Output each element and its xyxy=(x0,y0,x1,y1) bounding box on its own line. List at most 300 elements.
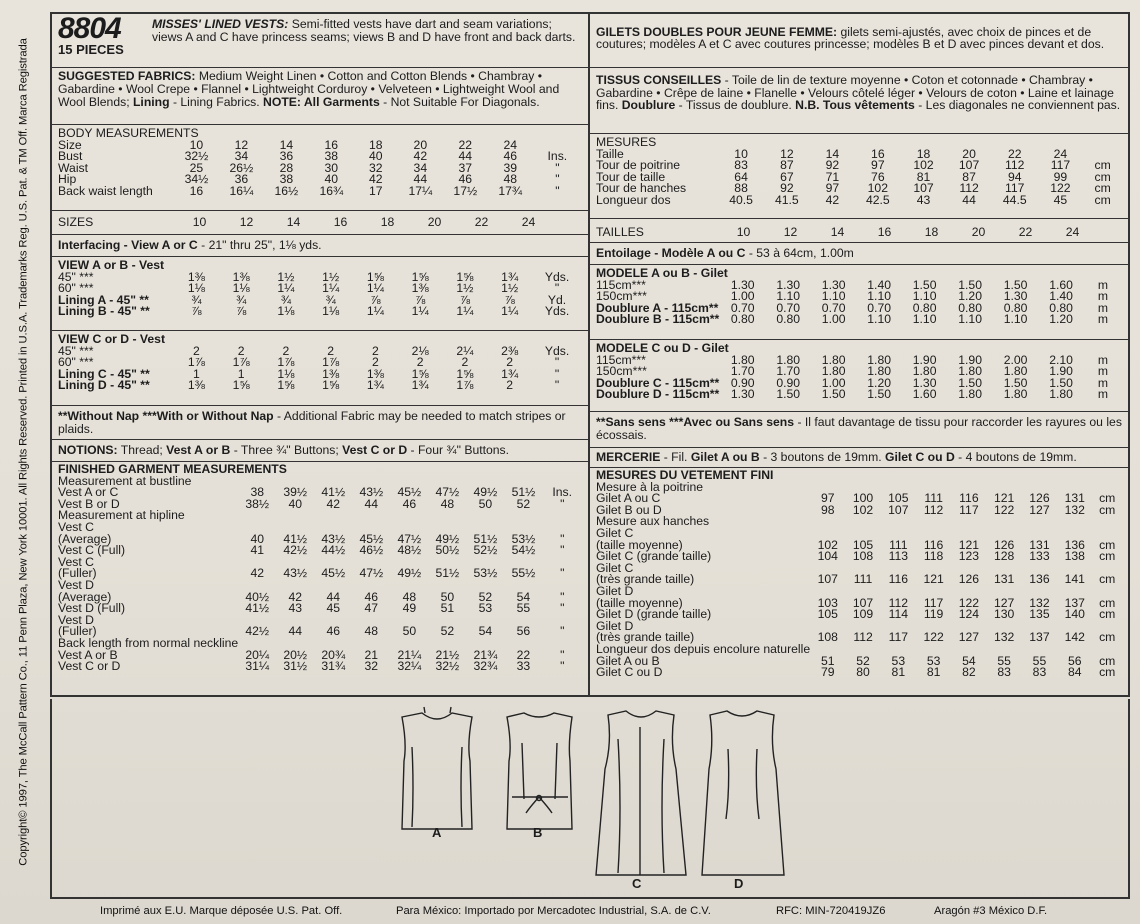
table-row xyxy=(596,160,1122,172)
table-cell: 81 xyxy=(891,665,906,680)
size-cell: 24 xyxy=(1065,225,1080,239)
row-label: (très grande taille) xyxy=(596,572,695,587)
table-cell: 2 xyxy=(372,355,379,370)
table-cell: 113 xyxy=(888,549,909,564)
table-cell: 42.5 xyxy=(865,192,890,207)
table-cell: 100 xyxy=(852,491,874,506)
table-row xyxy=(58,557,582,569)
row-label: Vest D (Full) xyxy=(58,601,126,616)
table-row xyxy=(58,592,582,604)
table-cell: 124 xyxy=(958,607,980,622)
finished-measurements-en xyxy=(52,462,588,695)
table-cell: cm xyxy=(1094,158,1111,173)
table-row xyxy=(58,568,582,580)
table-cell: 1⅜ xyxy=(187,269,205,284)
row-label: Gilet A ou C xyxy=(596,491,661,506)
interfacing-text: - 21" thru 25", 1⅛ yds. xyxy=(201,238,322,252)
row-label: (taille moyenne) xyxy=(596,595,683,610)
french-column xyxy=(590,14,1128,695)
table-cell: 102 xyxy=(867,181,888,196)
table-cell: " xyxy=(560,659,565,674)
table-cell: 32 xyxy=(369,160,383,175)
table-cell: 0.70 xyxy=(821,300,846,315)
row-label: Vest A or C xyxy=(58,485,119,500)
table-cell: 1.30 xyxy=(776,277,801,292)
table-cell: 52 xyxy=(516,496,531,511)
table-cell: 55 xyxy=(1032,653,1047,668)
table-cell xyxy=(542,510,582,522)
table-cell: m xyxy=(1097,300,1108,315)
vest-line-drawings xyxy=(52,699,1128,897)
table-cell: 24 xyxy=(1053,146,1068,161)
table-row xyxy=(596,183,1122,195)
yardage-table xyxy=(596,352,1122,402)
table-cell: cm xyxy=(1099,595,1116,610)
table-cell: ⅞ xyxy=(459,292,470,307)
table-cell: 51 xyxy=(440,601,455,616)
table-cell: 2⅜ xyxy=(501,343,519,358)
table-cell: 117 xyxy=(888,630,909,645)
row-label: Vest A or B xyxy=(58,647,118,662)
table-cell: 1⅞ xyxy=(187,355,205,370)
interfacing-label: Interfacing - View A or C xyxy=(58,238,198,252)
table-cell: 1.80 xyxy=(821,352,846,367)
table-cell: 1⅜ xyxy=(411,281,429,296)
row-label: Gilet C xyxy=(596,560,634,575)
table-cell: 1⅞ xyxy=(322,355,340,370)
table-cell: 1.80 xyxy=(958,387,982,402)
table-cell: 22 xyxy=(516,647,531,662)
table-cell: 1.20 xyxy=(958,289,982,304)
table-cell: 103 xyxy=(817,595,838,610)
table-cell xyxy=(987,516,1022,528)
table-cell: 1.50 xyxy=(958,277,982,292)
table-cell: 122 xyxy=(1050,181,1071,196)
table-cell: 136 xyxy=(1029,572,1050,587)
table-cell: ⅞ xyxy=(415,292,426,307)
table-row xyxy=(596,280,1122,292)
table-cell: 122 xyxy=(958,595,980,610)
table-cell: cm xyxy=(1099,630,1116,645)
table-row xyxy=(58,487,582,499)
size-cell: 18 xyxy=(380,215,395,229)
table-row xyxy=(596,516,1122,528)
table-cell: 1¼ xyxy=(501,304,519,319)
table-cell: 0.80 xyxy=(1003,300,1028,315)
table-cell: 40 xyxy=(369,149,383,164)
table-cell: 50½ xyxy=(435,543,460,558)
table-cell: 0.90 xyxy=(776,375,801,390)
size-cell: 18 xyxy=(924,225,939,239)
table-cell: 38 xyxy=(250,485,264,500)
table-cell: 45 xyxy=(1053,192,1068,207)
table-cell: 127 xyxy=(1029,502,1050,517)
row-label: (Fuller) xyxy=(58,624,97,639)
table-cell: 1⅝ xyxy=(411,269,429,284)
row-label: Gilet C xyxy=(596,525,634,540)
table-cell: 46 xyxy=(402,496,417,511)
table-row xyxy=(58,380,582,392)
table-cell: 46 xyxy=(503,149,518,164)
fabrics-text: Medium Weight Linen • Cotton and Cotton Blends • Chambray • Gabardine • Wool Crepe • Flannel • Lightweight Corduroy • Velveteen • Lightweight Wool and Wool Blends; xyxy=(58,69,560,109)
table-cell: 97 xyxy=(871,158,885,173)
table-cell: 12 xyxy=(234,137,249,152)
table-cell: 135 xyxy=(1029,607,1050,622)
table-cell: 1¾ xyxy=(501,366,519,381)
table-cell xyxy=(810,516,845,528)
row-label: Doublure D - 115cm** xyxy=(596,387,720,402)
notions-label: Vest A or B xyxy=(166,443,231,457)
table-cell: 49½ xyxy=(473,485,498,500)
table-cell: 50 xyxy=(478,496,493,511)
table-cell: 50 xyxy=(440,589,455,604)
table-row xyxy=(58,534,582,546)
table-cell: 2.00 xyxy=(1003,352,1028,367)
table-cell: 17 xyxy=(369,183,383,198)
table-cell: 64 xyxy=(734,169,748,184)
table-cell: 1⅛ xyxy=(322,304,340,319)
finished-measurements-fr xyxy=(590,468,1128,695)
view-d-label: D xyxy=(734,876,744,891)
table-cell: 1.60 xyxy=(1049,277,1073,292)
table-cell: 41.5 xyxy=(774,192,799,207)
table-cell: 107 xyxy=(852,595,874,610)
table-cell: 1.10 xyxy=(912,312,937,327)
table-cell: 118 xyxy=(923,549,944,564)
table-cell: 46 xyxy=(458,172,473,187)
table-cell: 71 xyxy=(825,169,840,184)
table-cell: 2⅛ xyxy=(411,343,429,358)
table-cell: 0.80 xyxy=(912,300,937,315)
interfacing-fr xyxy=(590,243,1128,265)
row-label: 45" *** xyxy=(58,269,94,284)
table-cell: 16 xyxy=(324,137,339,152)
lining-label: Lining xyxy=(132,94,170,109)
table-cell: 1⅜ xyxy=(322,366,340,381)
row-label: Longueur dos depuis encolure naturelle xyxy=(596,641,811,656)
row-label: Lining A - 45" ** xyxy=(58,292,149,307)
table-cell: ¾ xyxy=(191,292,202,307)
table-cell: cm xyxy=(1094,169,1111,184)
sizes-table xyxy=(596,227,1096,239)
footer-rfc: RFC: MIN-720419JZ6 xyxy=(776,905,886,917)
table-cell: 20 xyxy=(962,146,976,161)
table-cell: 55 xyxy=(516,601,531,616)
row-label: 150cm*** xyxy=(596,289,647,304)
table-cell: 108 xyxy=(817,630,838,645)
table-cell: 54 xyxy=(516,589,531,604)
table-cell: 56 xyxy=(516,624,531,639)
table-cell: 111 xyxy=(853,572,873,587)
table-cell: Yds. xyxy=(544,269,570,284)
table-cell: cm xyxy=(1099,491,1116,506)
table-cell: 38 xyxy=(279,172,294,187)
table-cell: 2¼ xyxy=(456,343,474,358)
table-cell: 54 xyxy=(478,624,493,639)
table-cell: 42½ xyxy=(245,624,270,639)
row-label: (taille moyenne) xyxy=(596,537,683,552)
table-cell: 1.10 xyxy=(867,289,892,304)
table-cell: 2 xyxy=(506,355,514,370)
table-cell: ¾ xyxy=(280,292,291,307)
table-cell xyxy=(504,510,542,522)
row-label: Doublure B - 115cm** xyxy=(596,312,720,327)
note-label: NOTE: All Garments xyxy=(263,94,380,109)
table-cell: 1¼ xyxy=(456,304,474,319)
table-cell: 1.90 xyxy=(912,352,937,367)
notions-label: NOTIONS: xyxy=(58,443,118,457)
table-cell: 136 xyxy=(1064,537,1085,552)
table-cell: 48 xyxy=(440,496,455,511)
table-cell xyxy=(951,516,986,528)
vest-view-b-drawing xyxy=(507,713,572,829)
table-cell: 108 xyxy=(852,549,874,564)
table-cell: 76 xyxy=(871,169,885,184)
table-cell: cm xyxy=(1094,192,1111,207)
table-cell: 1⅜ xyxy=(187,378,205,393)
notions-en xyxy=(52,440,588,462)
row-label: 115cm*** xyxy=(596,352,646,367)
table-cell: m xyxy=(1097,289,1108,304)
table-cell: 2 xyxy=(461,355,469,370)
table-cell: 105 xyxy=(888,491,909,506)
table-cell: 53½ xyxy=(473,566,498,581)
table-cell: 79 xyxy=(820,665,835,680)
table-cell: 97 xyxy=(820,491,835,506)
table-cell: 1.00 xyxy=(821,375,846,390)
table-cell: 17½ xyxy=(453,183,478,198)
table-row xyxy=(58,217,552,229)
row-label: Hip xyxy=(58,172,77,187)
table-cell: 52 xyxy=(478,589,493,604)
table-cell: 67 xyxy=(780,169,794,184)
size-cell: 16 xyxy=(333,215,348,229)
footer-made-in: Imprimé aux E.U. Marque déposée U.S. Pat. Off. xyxy=(100,905,343,917)
table-cell: 26½ xyxy=(229,160,254,175)
table-row xyxy=(58,603,582,615)
table-cell: 1.50 xyxy=(1049,375,1073,390)
table-cell: 1⅛ xyxy=(187,281,205,296)
view-c-label: C xyxy=(632,876,642,891)
table-cell: 0.90 xyxy=(730,375,755,390)
table-row xyxy=(596,551,1122,563)
table-cell: m xyxy=(1097,277,1108,292)
table-cell: 1⅞ xyxy=(277,355,295,370)
table-cell: 132 xyxy=(1064,502,1085,517)
table-cell: " xyxy=(555,172,560,187)
interfacing-label: Entoilage - Modèle A ou C xyxy=(596,246,746,260)
table-cell: 53 xyxy=(478,601,493,616)
table-cell: 130 xyxy=(994,607,1015,622)
table-cell: ⅞ xyxy=(191,304,202,319)
table-cell: 43 xyxy=(916,192,931,207)
table-cell: 48½ xyxy=(397,543,422,558)
table-cell: 42 xyxy=(825,192,840,207)
table-cell: 1.10 xyxy=(958,312,982,327)
table-cell: 1.80 xyxy=(730,352,755,367)
table-cell: 43½ xyxy=(359,485,384,500)
table-cell: 42 xyxy=(369,172,383,187)
table-cell xyxy=(314,510,352,522)
table-cell: 117 xyxy=(923,595,944,610)
table-cell: 132 xyxy=(994,630,1015,645)
table-cell: 16 xyxy=(871,146,885,161)
table-cell: 1.10 xyxy=(912,289,937,304)
section-title: BODY MEASUREMENTS xyxy=(58,126,199,140)
table-cell: 121 xyxy=(958,537,980,552)
table-cell: 112 xyxy=(1005,158,1025,173)
row-label: Mesure à la poitrine xyxy=(596,479,704,494)
row-label: (Fuller) xyxy=(58,566,97,581)
table-cell: cm xyxy=(1099,665,1116,680)
table-cell: 1.80 xyxy=(958,364,982,379)
table-cell: 1.30 xyxy=(821,277,846,292)
table-cell: ⅞ xyxy=(370,292,381,307)
copyright-sideline xyxy=(4,8,44,896)
table-cell: 83 xyxy=(734,158,748,173)
table-cell: 87 xyxy=(780,158,794,173)
table-cell: 17¼ xyxy=(408,183,433,198)
table-cell: 131 xyxy=(1064,491,1085,506)
table-cell: 126 xyxy=(1029,491,1050,506)
table-cell: ¾ xyxy=(325,292,336,307)
table-cell: 107 xyxy=(888,502,909,517)
section-title: MESURES DU VETEMENT FINI xyxy=(596,468,774,482)
finished-table xyxy=(596,479,1122,680)
row-label: 60" *** xyxy=(58,281,94,296)
table-cell: 44 xyxy=(962,192,976,207)
row-label: Taille xyxy=(596,146,624,161)
table-cell: 80 xyxy=(856,665,870,680)
table-cell: m xyxy=(1097,387,1108,402)
size-cell: 20 xyxy=(971,225,986,239)
table-cell: 1¼ xyxy=(411,304,429,319)
table-cell: 48 xyxy=(503,172,518,187)
table-cell: ⅞ xyxy=(504,292,515,307)
table-cell: 1.80 xyxy=(867,364,892,379)
table-cell: 21¼ xyxy=(397,647,422,662)
header-fr xyxy=(590,14,1128,68)
section-title: VIEW C or D - Vest xyxy=(58,332,165,346)
table-cell: 1½ xyxy=(501,281,519,296)
table-cell: " xyxy=(554,355,560,370)
table-cell xyxy=(428,510,466,522)
table-cell: 2.10 xyxy=(1049,352,1073,367)
table-cell: 0.70 xyxy=(730,300,755,315)
table-cell: 1.80 xyxy=(1003,364,1028,379)
table-cell: 41½ xyxy=(245,601,270,616)
table-cell: 1.20 xyxy=(1049,312,1073,327)
table-cell: 1⅛ xyxy=(232,281,250,296)
table-cell: 34 xyxy=(234,149,249,164)
table-cell: 31¾ xyxy=(321,659,346,674)
table-cell: 84 xyxy=(1067,665,1082,680)
table-cell: 1⅛ xyxy=(277,304,295,319)
notions-text: - 3 boutons de 19mm. xyxy=(763,450,882,464)
table-cell: 16½ xyxy=(274,183,299,198)
table-cell: 126 xyxy=(958,572,980,587)
row-label: Vest C xyxy=(58,554,94,569)
table-cell: 105 xyxy=(817,607,838,622)
row-label: Tour de hanches xyxy=(596,181,687,196)
table-cell: 1.50 xyxy=(821,387,846,402)
table-row xyxy=(58,186,582,198)
table-cell: 142 xyxy=(1064,630,1085,645)
nap-text: - Additional Fabric may be needed to match stripes or plaids. xyxy=(58,409,566,436)
pieces-count: 15 PIECES xyxy=(58,42,124,57)
table-row xyxy=(596,227,1096,239)
table-cell: 45 xyxy=(326,601,341,616)
table-cell: 1¼ xyxy=(366,281,384,296)
table-cell: 42 xyxy=(413,149,428,164)
table-cell: 81 xyxy=(916,169,931,184)
table-cell: 33 xyxy=(516,659,531,674)
size-cell: 22 xyxy=(1018,225,1033,239)
table-cell: 24 xyxy=(503,137,518,152)
table-cell: 28 xyxy=(279,160,294,175)
table-cell xyxy=(352,510,390,522)
table-cell: 41½ xyxy=(283,531,308,546)
yardage-ab-en xyxy=(52,257,588,331)
table-cell: 2 xyxy=(416,355,424,370)
table-cell: 0.80 xyxy=(958,300,982,315)
table-cell: 1⅝ xyxy=(456,269,474,284)
table-cell: 47½ xyxy=(359,566,384,581)
table-cell: 41½ xyxy=(321,485,346,500)
table-cell: 114 xyxy=(888,607,909,622)
pattern-number: 8804 xyxy=(58,14,121,45)
table-cell: 1.00 xyxy=(821,312,846,327)
table-cell: Yds. xyxy=(544,343,570,358)
interfacing-text: - 53 à 64cm, 1.00m xyxy=(748,246,854,260)
table-cell: 1.20 xyxy=(867,375,892,390)
table-cell: 2 xyxy=(193,343,200,358)
row-label: Longueur dos xyxy=(596,192,671,207)
body-measurements-en xyxy=(52,125,588,211)
pattern-info-frame xyxy=(50,12,1130,697)
notions-text: - 4 boutons de 19mm. xyxy=(958,450,1077,464)
table-cell: 34 xyxy=(413,160,428,175)
table-cell: 54½ xyxy=(511,543,536,558)
table-cell: 37 xyxy=(458,160,473,175)
size-cell: 20 xyxy=(427,215,442,229)
table-cell: " xyxy=(555,183,560,198)
table-cell: " xyxy=(555,160,560,175)
table-cell: 12 xyxy=(780,146,794,161)
row-label: 60" *** xyxy=(58,355,94,370)
table-cell xyxy=(466,510,504,522)
table-cell: 107 xyxy=(958,158,980,173)
measurements-table xyxy=(58,137,582,198)
measurements-table xyxy=(596,146,1122,207)
table-cell: 131 xyxy=(1029,537,1050,552)
size-cell: 12 xyxy=(239,215,254,229)
table-cell: 87 xyxy=(962,169,976,184)
notions-text: - Three ¾" Buttons; xyxy=(233,443,339,457)
notions-label: Gilet C ou D xyxy=(885,450,955,464)
table-cell: 1⅝ xyxy=(232,378,250,393)
table-cell: cm xyxy=(1099,572,1116,587)
table-cell: 40 xyxy=(324,172,339,187)
row-label: Back waist length xyxy=(58,183,153,198)
table-cell: 48 xyxy=(402,589,417,604)
fabrics-label: SUGGESTED FABRICS: xyxy=(58,69,196,83)
table-cell: cm xyxy=(1099,653,1116,668)
size-cell: 14 xyxy=(286,215,301,229)
english-column xyxy=(52,14,590,695)
nap-note-en xyxy=(52,406,588,440)
notions-text: Thread; xyxy=(120,443,163,457)
